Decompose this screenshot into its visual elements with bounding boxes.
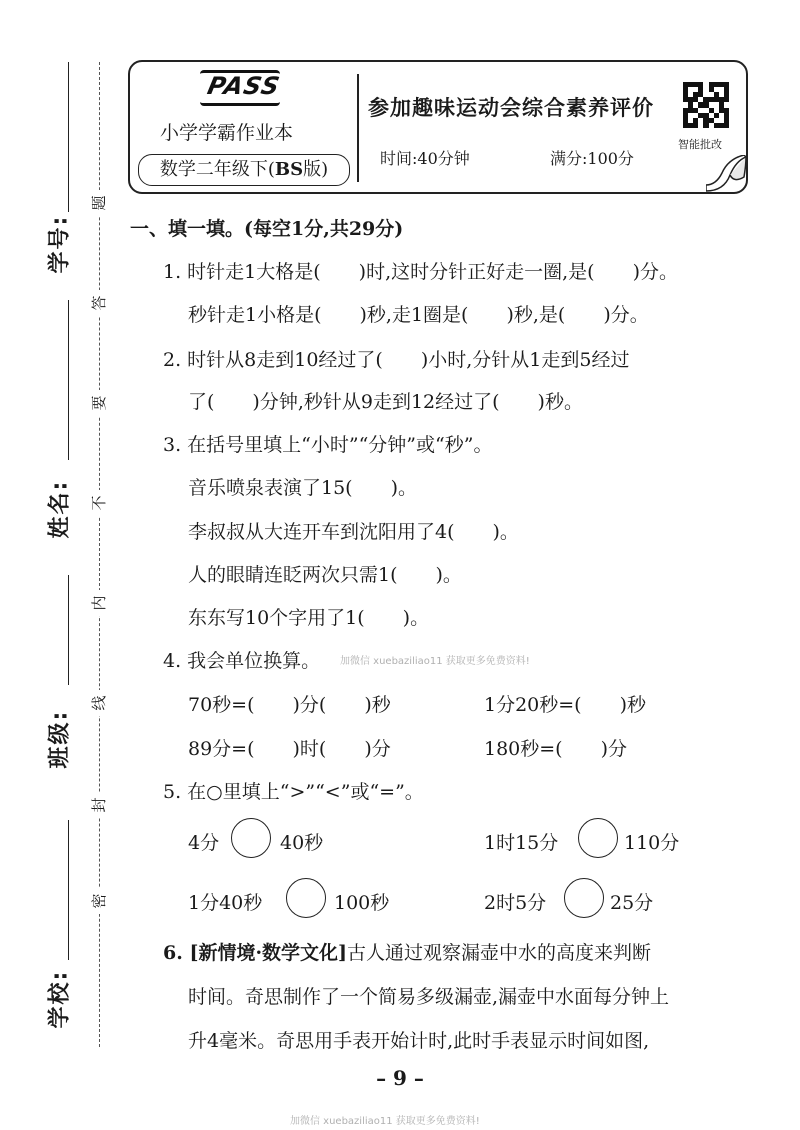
question-3-item-3: 人的眼睛连眨两次只需1( )。 xyxy=(188,564,462,586)
page-number: – 9 – xyxy=(376,1066,424,1090)
question-1-line-2: 秒针走1小格是( )秒,走1圈是( )秒,是( )分。 xyxy=(188,304,649,326)
question-4-item-b: 1分20秒=( )秒 xyxy=(484,694,647,716)
question-6-text-1: 古人通过观察漏壶中水的高度来判断 xyxy=(347,942,652,964)
qr-caption: 智能批改 xyxy=(678,138,722,151)
edition-code: BS xyxy=(274,159,304,180)
page-curl-icon xyxy=(706,155,746,193)
footer-watermark: 加微信 xuebaziliao11 获取更多免费资料! xyxy=(290,1116,480,1127)
compare-b-right: 110分 xyxy=(624,832,680,854)
binding-char: 题 xyxy=(86,190,112,216)
compare-a-right: 40秒 xyxy=(280,832,324,854)
binding-char: 密 xyxy=(86,888,112,914)
compare-a-left: 4分 xyxy=(188,832,220,854)
compare-a-circle[interactable] xyxy=(231,818,271,858)
header-box xyxy=(128,60,748,194)
binding-char: 内 xyxy=(86,590,112,616)
question-6-tag: 6. [新情境·数学文化] xyxy=(163,942,348,964)
question-6-line-1 xyxy=(163,938,651,965)
qr-module xyxy=(724,123,729,128)
question-3-item-2: 李叔叔从大连开车到沈阳用了4( )。 xyxy=(188,521,519,543)
qr-code-icon[interactable] xyxy=(683,82,729,128)
full-score: 满分:100分 xyxy=(550,149,634,168)
binding-char: 要 xyxy=(86,390,112,416)
compare-c-left: 1分40秒 xyxy=(188,892,263,914)
question-3-item-1: 音乐喷泉表演了15( )。 xyxy=(188,477,418,499)
watermark-text: 加微信 xuebaziliao11 获取更多免费资料! xyxy=(340,656,530,667)
question-6-line-2: 时间。奇思制作了一个简易多级漏壶,漏壶中水面每分钟上 xyxy=(188,986,670,1008)
compare-d-left: 2时5分 xyxy=(484,892,547,914)
question-4-item-c: 89分=( )时( )分 xyxy=(188,738,391,760)
pass-logo: PASS xyxy=(205,72,283,100)
question-6-line-3: 升4毫米。奇思用手表开始计时,此时手表显示时间如图, xyxy=(188,1030,650,1052)
question-3-title: 3. 在括号里填上“小时”“分钟”或“秒”。 xyxy=(163,434,493,456)
binding-char: 答 xyxy=(86,290,112,316)
compare-c-circle[interactable] xyxy=(286,878,326,918)
question-2-line-2: 了( )分钟,秒针从9走到12经过了( )秒。 xyxy=(188,391,583,413)
edition-prefix: 数学二年级下( xyxy=(159,159,275,180)
student-id-label: 学号: xyxy=(47,214,73,274)
compare-d-right: 25分 xyxy=(610,892,654,914)
binding-char: 封 xyxy=(86,792,112,818)
school-label: 学校: xyxy=(47,969,73,1029)
time-limit: 时间:40分钟 xyxy=(380,149,470,168)
question-5-title: 5. 在○里填上“>”“<”或“=”。 xyxy=(163,781,424,803)
edition-suffix: 版) xyxy=(303,159,329,180)
binding-char: 线 xyxy=(86,690,112,716)
edition-label xyxy=(138,154,350,186)
class-underline xyxy=(68,575,69,685)
compare-c-right: 100秒 xyxy=(334,892,390,914)
name-underline xyxy=(68,300,69,460)
compare-d-circle[interactable] xyxy=(564,878,604,918)
question-4-title: 4. 我会单位换算。 xyxy=(163,650,321,672)
series-name: 小学学霸作业本 xyxy=(160,122,294,144)
question-4-item-a: 70秒=( )分( )秒 xyxy=(188,694,391,716)
student-id-underline xyxy=(68,62,69,212)
question-1-line-1: 1. 时针走1大格是( )时,这时分针正好走一圈,是( )分。 xyxy=(163,261,678,283)
question-2-line-1: 2. 时针从8走到10经过了( )小时,分针从1走到5经过 xyxy=(163,349,630,371)
name-label: 姓名: xyxy=(47,479,73,539)
school-underline xyxy=(68,820,69,960)
compare-b-left: 1时15分 xyxy=(484,832,559,854)
class-label: 班级: xyxy=(47,709,73,769)
question-4-item-d: 180秒=( )分 xyxy=(484,738,628,760)
compare-b-circle[interactable] xyxy=(578,818,618,858)
test-title: 参加趣味运动会综合素养评价 xyxy=(368,95,654,120)
question-3-item-4: 东东写10个字用了1( )。 xyxy=(188,607,430,629)
binding-char: 不 xyxy=(86,490,112,516)
section-title: 一、填一填。(每空1分,共29分) xyxy=(130,218,404,240)
header-divider xyxy=(357,74,359,182)
